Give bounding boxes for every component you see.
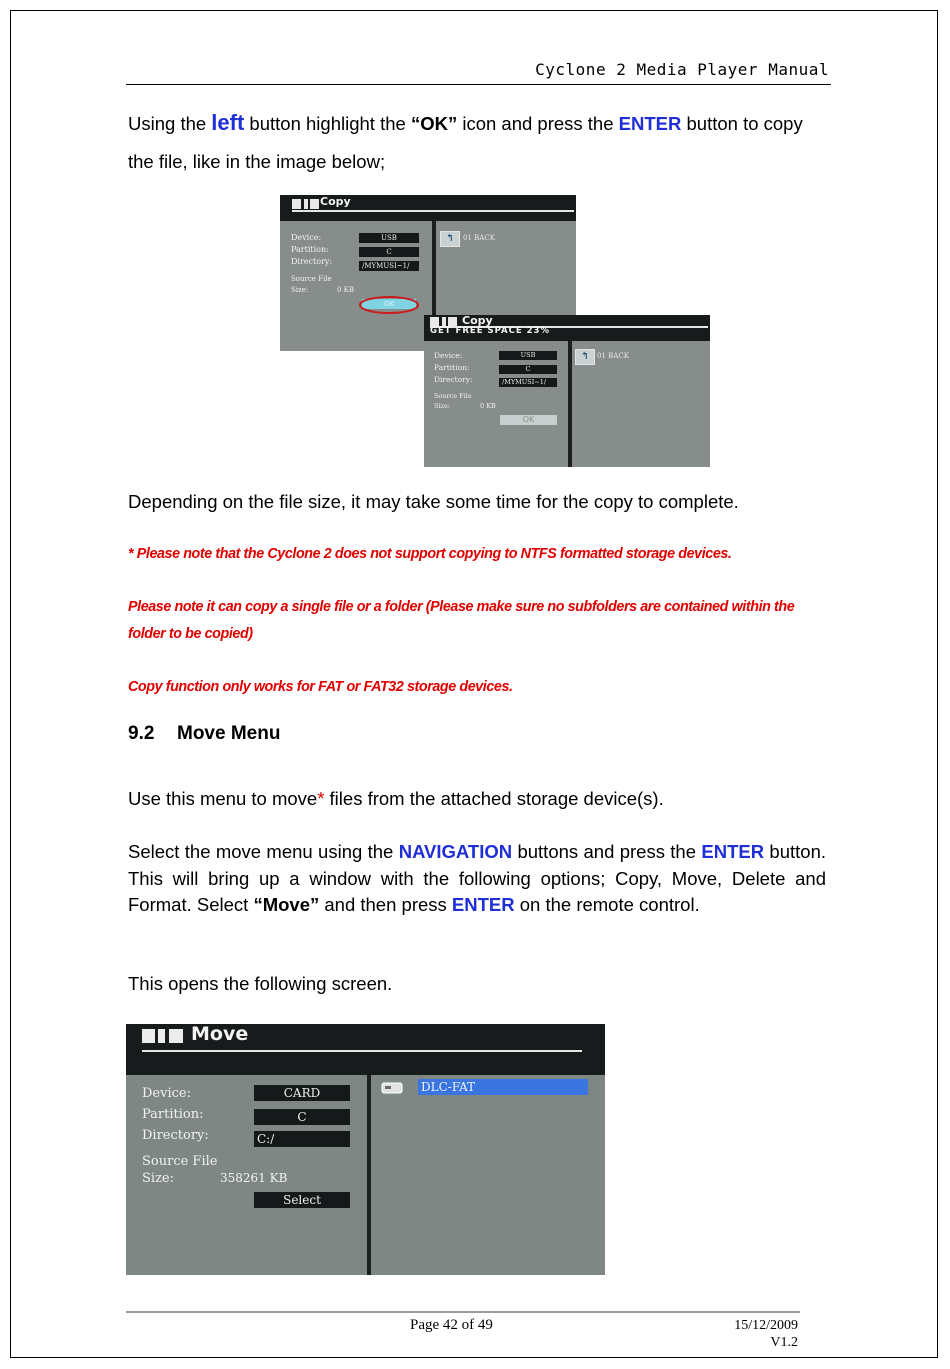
partition-value: C — [359, 247, 419, 257]
enter-keyword: ENTER — [701, 841, 765, 862]
intro-text-2: button highlight the — [244, 113, 411, 134]
intro-text-4: button to copy the file, like in the image below; — [128, 113, 803, 172]
fat-note: Copy function only works for FAT or FAT32 storage devices. — [128, 679, 513, 695]
drive-icon — [381, 1081, 403, 1095]
source-file-label: Source File — [142, 1154, 218, 1169]
move-screenshot — [126, 1024, 605, 1275]
title-underline — [292, 210, 574, 212]
select-text-1: Select the move menu using the — [128, 841, 399, 862]
footer-date-version — [734, 1317, 798, 1351]
ok-button[interactable]: OK — [500, 415, 557, 425]
section-title: Move Menu — [177, 723, 281, 744]
intro-text-1: Using the — [128, 113, 212, 134]
back-arrow-icon[interactable]: ↰ — [575, 349, 595, 365]
directory-label: Directory: — [291, 257, 333, 266]
status-text: GET FREE SPACE 23% — [430, 326, 550, 336]
device-label: Device: — [291, 233, 322, 242]
size-value: 0 KB — [337, 286, 355, 294]
partition-value: C — [254, 1109, 350, 1125]
device-label: Device: — [434, 351, 463, 360]
left-keyword: left — [211, 110, 245, 135]
partition-label: Partition: — [434, 363, 470, 372]
page-number: Page 42 of 49 — [410, 1317, 493, 1333]
size-label: Size: — [142, 1171, 174, 1186]
partition-value: C — [499, 365, 557, 374]
menu-list-icon — [142, 1028, 186, 1044]
move-intro-text-1: Use this menu to move — [128, 788, 318, 809]
navigation-keyword: NAVIGATION — [398, 841, 513, 862]
select-text-4: and then press — [319, 894, 452, 915]
asterisk-mark: * — [317, 788, 325, 809]
back-item-label[interactable]: 01 BACK — [597, 352, 629, 360]
copy-duration-text: Depending on the file size, it may take some time for the copy to complete. — [128, 491, 739, 512]
screen-title: Copy — [320, 195, 351, 208]
source-file-label: Source File — [434, 392, 472, 400]
file-list-pane — [367, 1075, 605, 1275]
footer-rule — [126, 1311, 800, 1313]
move-keyword: “Move” — [253, 894, 320, 915]
intro-text-3: icon and press the — [457, 113, 619, 134]
screen-title: Move — [191, 1024, 249, 1045]
device-value: USB — [359, 233, 419, 243]
directory-value: C:/ — [254, 1131, 350, 1147]
device-value: CARD — [254, 1085, 350, 1101]
enter-keyword: ENTER — [618, 113, 682, 134]
select-text-5: on the remote control. — [514, 894, 700, 915]
directory-value: /MYMUSI~1/ — [499, 378, 557, 387]
select-button[interactable]: Select — [254, 1192, 350, 1208]
section-number: 9.2 — [128, 723, 155, 744]
single-file-note: Please note it can copy a single file or a folder (Please make sure no subfolders are contained within the folder to be copied) — [128, 599, 795, 642]
enter-keyword-2: ENTER — [451, 894, 515, 915]
ok-keyword: “OK” — [410, 113, 458, 134]
directory-label: Directory: — [434, 375, 473, 384]
device-label: Device: — [142, 1086, 191, 1101]
partition-label: Partition: — [142, 1107, 204, 1122]
screen-title: Copy — [462, 315, 493, 327]
size-label: Size: — [434, 402, 450, 410]
move-intro — [128, 786, 826, 813]
size-label: Size: — [291, 286, 309, 294]
copy-screenshot-2 — [424, 315, 710, 467]
ok-button[interactable]: OK — [362, 299, 416, 309]
footer-version: V1.2 — [770, 1335, 798, 1350]
header-rule — [126, 84, 831, 85]
size-value: 358261 KB — [220, 1171, 288, 1185]
list-item-dlc-fat[interactable]: DLC-FAT — [418, 1079, 588, 1095]
select-paragraph — [128, 839, 826, 919]
menu-list-icon — [292, 198, 320, 210]
footer-date: 15/12/2009 — [734, 1318, 798, 1333]
ntfs-note: * Please note that the Cyclone 2 does not support copying to NTFS formatted storage devices. — [128, 546, 732, 562]
back-item-label[interactable]: 01 BACK — [463, 234, 495, 242]
directory-value: /MYMUSI~1/ — [359, 261, 419, 271]
back-arrow-icon[interactable]: ↰ — [440, 231, 460, 247]
device-value: USB — [499, 351, 557, 360]
opens-text: This opens the following screen. — [128, 973, 393, 994]
select-text-2: buttons and press the — [512, 841, 702, 862]
select-text-3: button. This will bring up a window with the following options; Copy, Move, Delete and Format. Select — [128, 841, 827, 915]
source-file-label: Source File — [291, 275, 332, 283]
title-underline — [142, 1050, 582, 1052]
section-heading — [128, 723, 280, 745]
header-title: Cyclone 2 Media Player Manual — [535, 60, 829, 79]
intro-paragraph — [128, 104, 826, 181]
partition-label: Partition: — [291, 245, 329, 254]
highlight-circle — [358, 295, 420, 315]
size-value: 0 KB — [480, 402, 496, 410]
move-intro-text-2: files from the attached storage device(s). — [324, 788, 664, 809]
directory-label: Directory: — [142, 1128, 209, 1143]
